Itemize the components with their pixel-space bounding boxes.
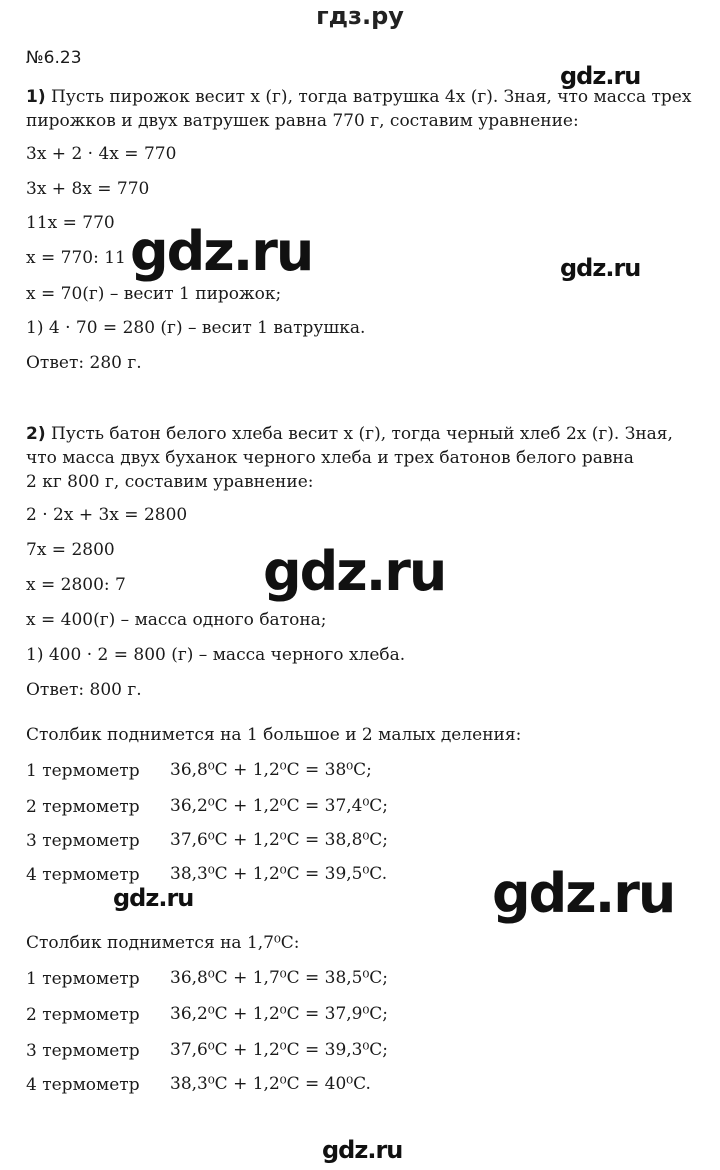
part1-intro-line1: [26, 86, 691, 108]
part2-equation: x = 2800: 7: [26, 575, 126, 595]
thermo1-heading: Столбик поднимется на 1 большое и 2 малых деления:: [26, 725, 522, 745]
part2-equation: x = 400(г) – масса одного батона;: [26, 610, 327, 630]
part1-intro-a: Пусть пирожок весит x (г), тогда ватрушка 4x (г). Зная, что масса трех: [51, 87, 692, 107]
part2-intro-c: 2 кг 800 г, составим уравнение:: [26, 472, 314, 492]
part1-equation: 3x + 2 · 4x = 770: [26, 144, 177, 164]
watermark-small: gdz.ru: [560, 62, 641, 90]
part2-equation: 7x = 2800: [26, 540, 115, 560]
part1-equation: 11x = 770: [26, 213, 115, 233]
part2-number: 2): [26, 424, 46, 444]
problem-number: №6.23: [26, 48, 82, 68]
thermo1-row-expr: 37,6⁰C + 1,2⁰C = 38,8⁰C;: [170, 830, 389, 850]
thermo1-row-label: 3 термометр: [26, 831, 140, 851]
thermo1-row-expr: 38,3⁰C + 1,2⁰C = 39,5⁰C.: [170, 864, 388, 884]
part1-number: 1): [26, 87, 46, 107]
thermo1-row-expr: 36,2⁰C + 1,2⁰C = 37,4⁰C;: [170, 796, 389, 816]
thermo1-row-label: 1 термометр: [26, 761, 140, 781]
watermark-footer: gdz.ru: [322, 1136, 403, 1164]
thermo2-row-expr: 36,8⁰C + 1,7⁰C = 38,5⁰C;: [170, 968, 389, 988]
thermo1-row-label: 2 термометр: [26, 797, 140, 817]
part2-intro-a: Пусть батон белого хлеба весит x (г), тогда черный хлеб 2x (г). Зная,: [51, 424, 673, 444]
part2-equation: 2 · 2x + 3x = 2800: [26, 505, 188, 525]
watermark-large: gdz.ru: [492, 862, 675, 925]
part1-equation: x = 770: 11: [26, 248, 126, 268]
thermo2-heading: Столбик поднимется на 1,7⁰C:: [26, 933, 300, 953]
part2-intro-b: что масса двух буханок черного хлеба и трех батонов белого равна: [26, 448, 634, 468]
site-header: гдз.ру: [316, 2, 404, 30]
thermo1-row-expr: 36,8⁰C + 1,2⁰C = 38⁰C;: [170, 760, 372, 780]
part2-equation: 1) 400 · 2 = 800 (г) – масса черного хлеба.: [26, 645, 406, 665]
watermark-large: gdz.ru: [130, 220, 313, 283]
part1-answer: Ответ: 280 г.: [26, 353, 142, 373]
part1-equation: 1) 4 · 70 = 280 (г) – весит 1 ватрушка.: [26, 318, 366, 338]
thermo2-row-expr: 37,6⁰C + 1,2⁰C = 39,3⁰C;: [170, 1040, 389, 1060]
watermark-small: gdz.ru: [560, 254, 641, 282]
watermark-large: gdz.ru: [263, 540, 446, 603]
part1-equation: x = 70(г) – весит 1 пирожок;: [26, 284, 282, 304]
thermo2-row-expr: 36,2⁰C + 1,2⁰C = 37,9⁰C;: [170, 1004, 389, 1024]
part2-answer: Ответ: 800 г.: [26, 680, 142, 700]
thermo2-row-label: 4 термометр: [26, 1075, 140, 1095]
thermo2-row-label: 3 термометр: [26, 1041, 140, 1061]
part2-intro-line1: [26, 423, 673, 445]
thermo2-row-expr: 38,3⁰C + 1,2⁰C = 40⁰C.: [170, 1074, 371, 1094]
thermo1-row-label: 4 термометр: [26, 865, 140, 885]
part1-intro-b: пирожков и двух ватрушек равна 770 г, составим уравнение:: [26, 111, 579, 131]
part1-equation: 3x + 8x = 770: [26, 179, 150, 199]
thermo2-row-label: 2 термометр: [26, 1005, 140, 1025]
thermo2-row-label: 1 термометр: [26, 969, 140, 989]
watermark-small: gdz.ru: [113, 884, 194, 912]
